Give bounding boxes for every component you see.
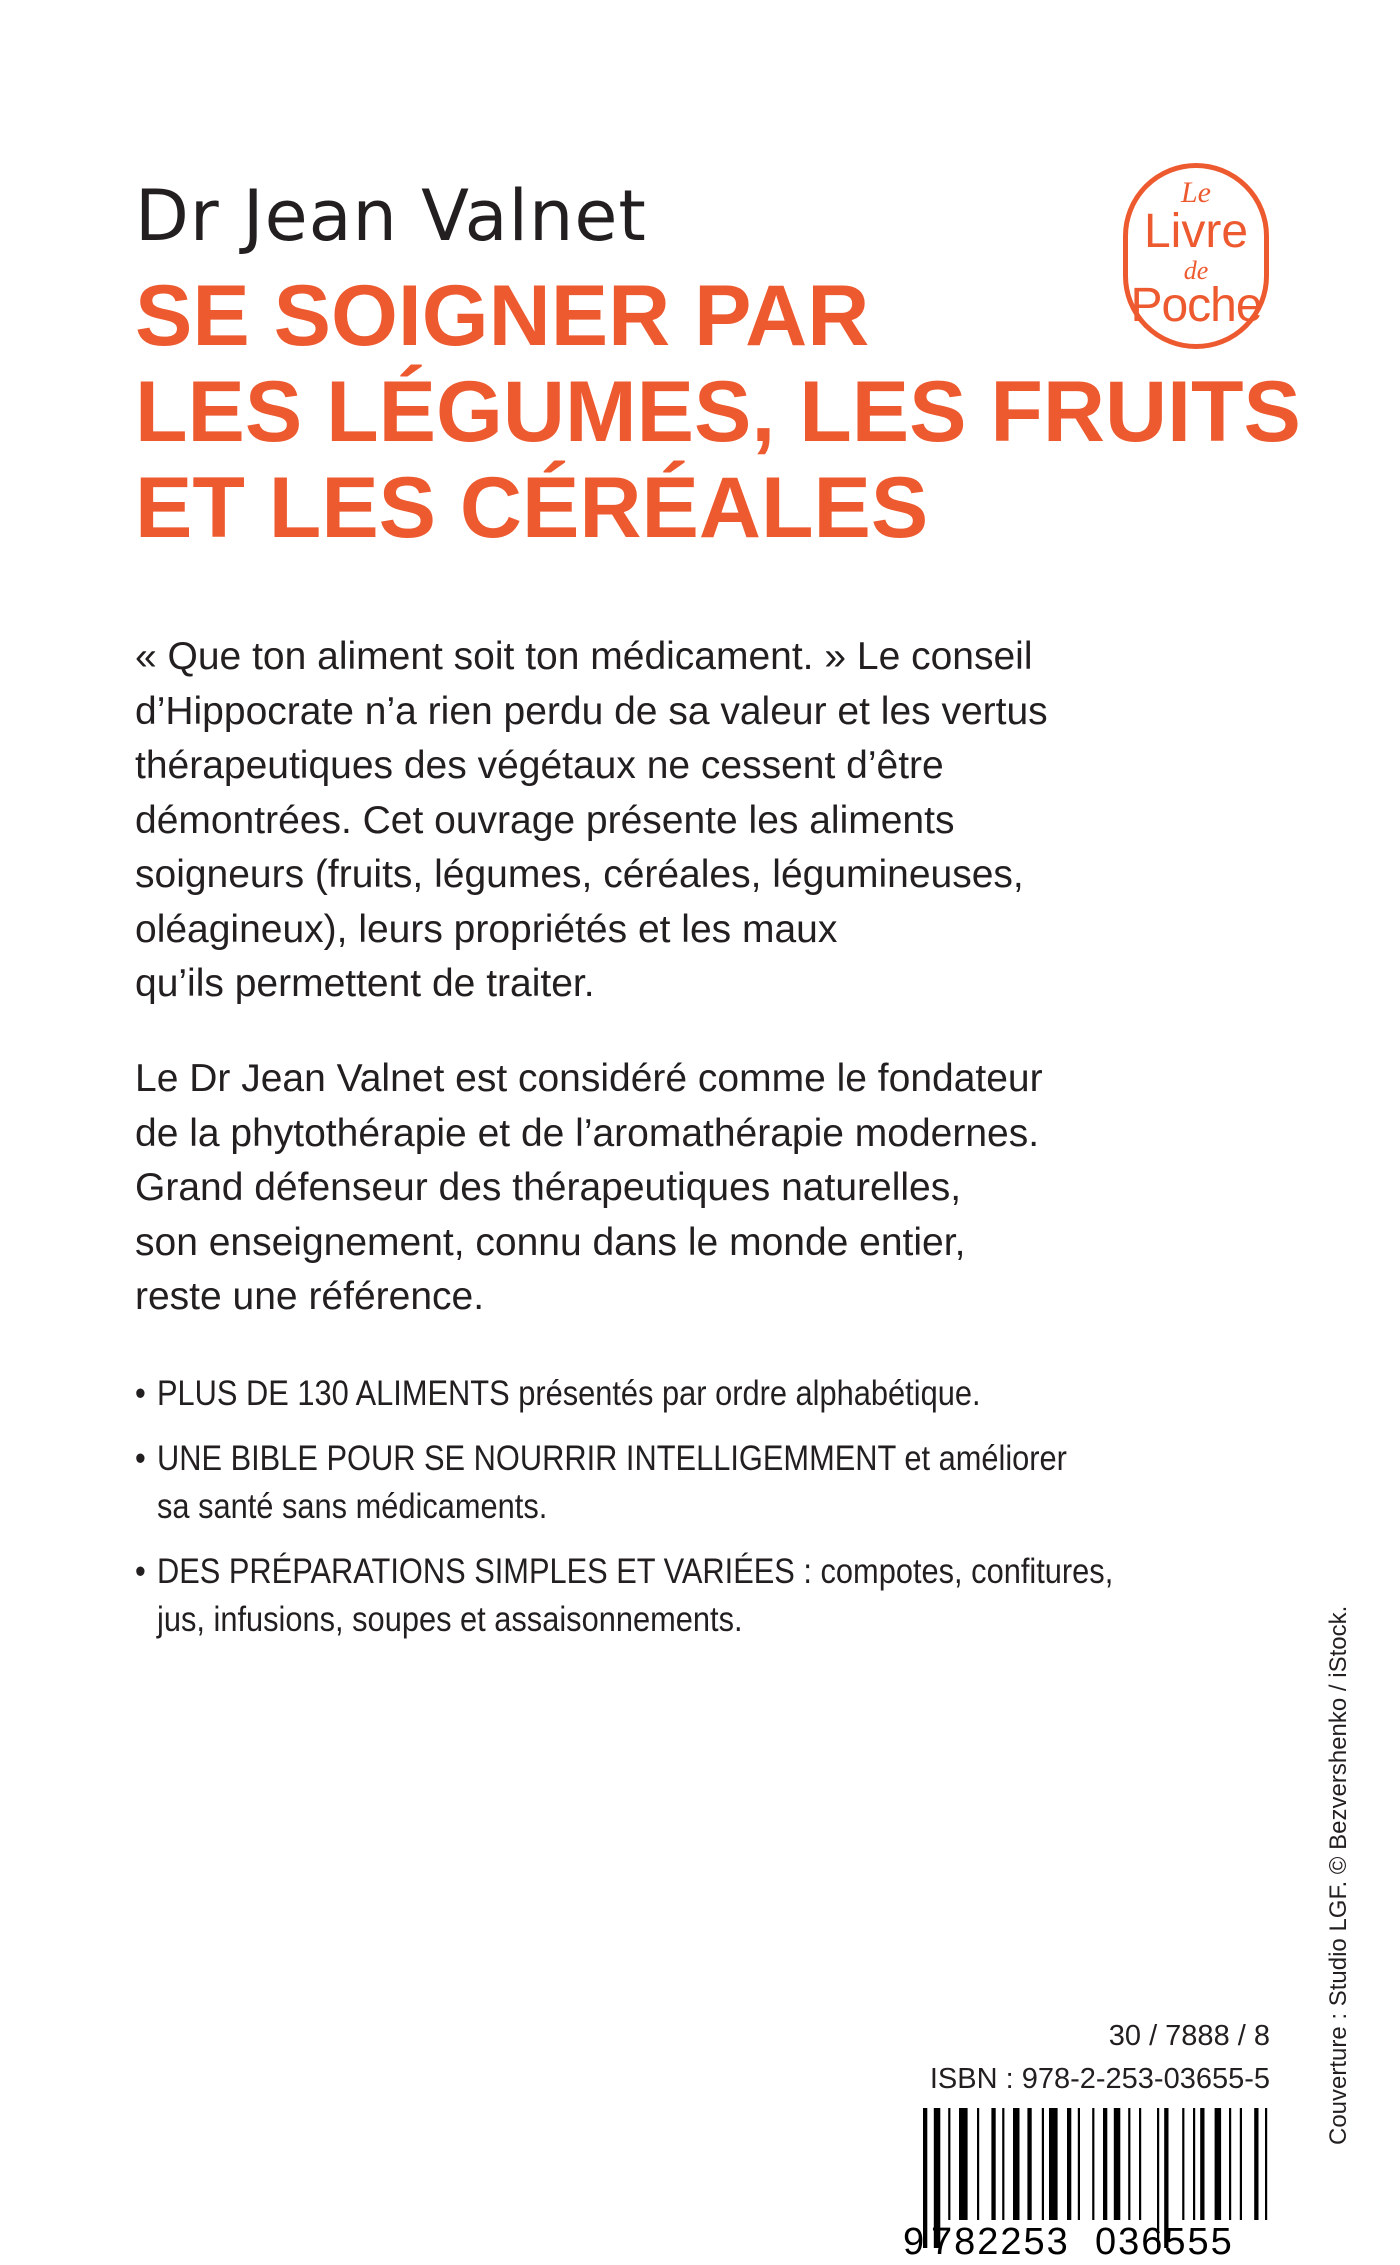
feature-item bbox=[135, 1548, 1114, 1644]
author-bio-paragraph bbox=[135, 1052, 1165, 1325]
text-line: de la phytothérapie et de l’aromathérapie modernes. bbox=[135, 1111, 1040, 1155]
text-line: son enseignement, connu dans le monde entier, bbox=[135, 1220, 966, 1264]
barcode-bar bbox=[959, 2108, 968, 2220]
barcode-bar bbox=[1182, 2108, 1184, 2220]
barcode-bar bbox=[1265, 2108, 1267, 2220]
text-line: qu’ils permettent de traiter. bbox=[135, 962, 595, 1005]
barcode-bar bbox=[1067, 2108, 1071, 2220]
barcode-bar bbox=[1193, 2108, 1195, 2220]
text-line: Le Dr Jean Valnet est considéré comme le fondateur bbox=[135, 1057, 1043, 1100]
author-name: Dr Jean Valnet bbox=[135, 175, 647, 257]
barcode-bar bbox=[1013, 2108, 1020, 2220]
cover-credit: Couverture : Studio LGF. © Bezvershenko / iStock. bbox=[1325, 1605, 1352, 2145]
feature-line: sa santé sans médicaments. bbox=[157, 1487, 548, 1526]
logo-livre: Livre bbox=[1143, 205, 1249, 258]
logo-de: de bbox=[1183, 256, 1209, 285]
bullet-icon: • bbox=[135, 1552, 146, 1591]
barcode-bar bbox=[1200, 2108, 1204, 2220]
title-line: ET LES CÉRÉALES bbox=[135, 460, 929, 556]
text-line: d’Hippocrate n’a rien perdu de sa valeur et les vertus bbox=[135, 689, 1048, 733]
barcode-bar bbox=[1092, 2108, 1094, 2220]
barcode-bar bbox=[1042, 2108, 1044, 2220]
barcode-bar bbox=[1215, 2108, 1222, 2220]
barcode bbox=[895, 2108, 1272, 2258]
barcode-bar bbox=[948, 2108, 950, 2220]
barcode-bar bbox=[1254, 2108, 1258, 2220]
title-line: SE SOIGNER PAR bbox=[135, 268, 870, 364]
barcode-bar bbox=[1103, 2108, 1107, 2220]
feature-item bbox=[135, 1370, 1068, 1418]
feature-item bbox=[135, 1435, 1068, 1531]
summary-paragraph bbox=[135, 630, 1165, 1012]
barcode-bar bbox=[1114, 2108, 1121, 2220]
barcode-bar bbox=[1027, 2108, 1031, 2220]
barcode-bar bbox=[1002, 2108, 1004, 2220]
barcode-left-digits: 782253 bbox=[931, 2221, 1070, 2258]
barcode-bar bbox=[1078, 2108, 1080, 2220]
text-line: démontrées. Cet ouvrage présente les aliments bbox=[135, 798, 955, 842]
barcode-bar bbox=[977, 2108, 979, 2220]
isbn: ISBN : 978-2-253-03655-5 bbox=[929, 2063, 1270, 2095]
barcode-first-digit: 9 bbox=[903, 2221, 925, 2258]
barcode-bar bbox=[1139, 2108, 1141, 2220]
catalog-code: 30 / 7888 / 8 bbox=[1108, 2020, 1270, 2052]
barcode-bar bbox=[1240, 2108, 1242, 2220]
publisher-logo bbox=[1123, 163, 1269, 349]
barcode-bar bbox=[1128, 2108, 1130, 2220]
text-line: soigneurs (fruits, légumes, céréales, légumineuses, bbox=[135, 853, 1024, 896]
barcode-right-digits: 036555 bbox=[1095, 2221, 1234, 2258]
feature-list bbox=[135, 1370, 1114, 1661]
logo-le: Le bbox=[1181, 176, 1211, 209]
bullet-icon: • bbox=[135, 1374, 146, 1413]
feature-line: PLUS DE 130 ALIMENTS présentés par ordre alphabétique. bbox=[157, 1374, 981, 1413]
title-line: LES LÉGUMES, LES FRUITS bbox=[135, 364, 1301, 460]
feature-line: UNE BIBLE POUR SE NOURRIR INTELLIGEMMENT et améliorer bbox=[157, 1439, 1067, 1478]
feature-line: jus, infusions, soupes et assaisonnements. bbox=[157, 1600, 743, 1639]
barcode-bar bbox=[1049, 2108, 1058, 2220]
text-line: « Que ton aliment soit ton médicament. » Le conseil bbox=[135, 635, 1033, 678]
text-line: reste une référence. bbox=[135, 1275, 485, 1318]
barcode-bar bbox=[1229, 2108, 1231, 2220]
bullet-icon: • bbox=[135, 1439, 146, 1478]
text-line: Grand défenseur des thérapeutiques naturelles, bbox=[135, 1166, 962, 1209]
book-title bbox=[135, 268, 1301, 556]
feature-line: DES PRÉPARATIONS SIMPLES ET VARIÉES : compotes, confitures, bbox=[157, 1552, 1114, 1591]
logo-poche: Poche bbox=[1130, 279, 1262, 332]
barcode-bar bbox=[991, 2108, 995, 2220]
text-line: oléagineux), leurs propriétés et les maux bbox=[135, 907, 838, 951]
text-line: thérapeutiques des végétaux ne cessent d’être bbox=[135, 744, 944, 787]
